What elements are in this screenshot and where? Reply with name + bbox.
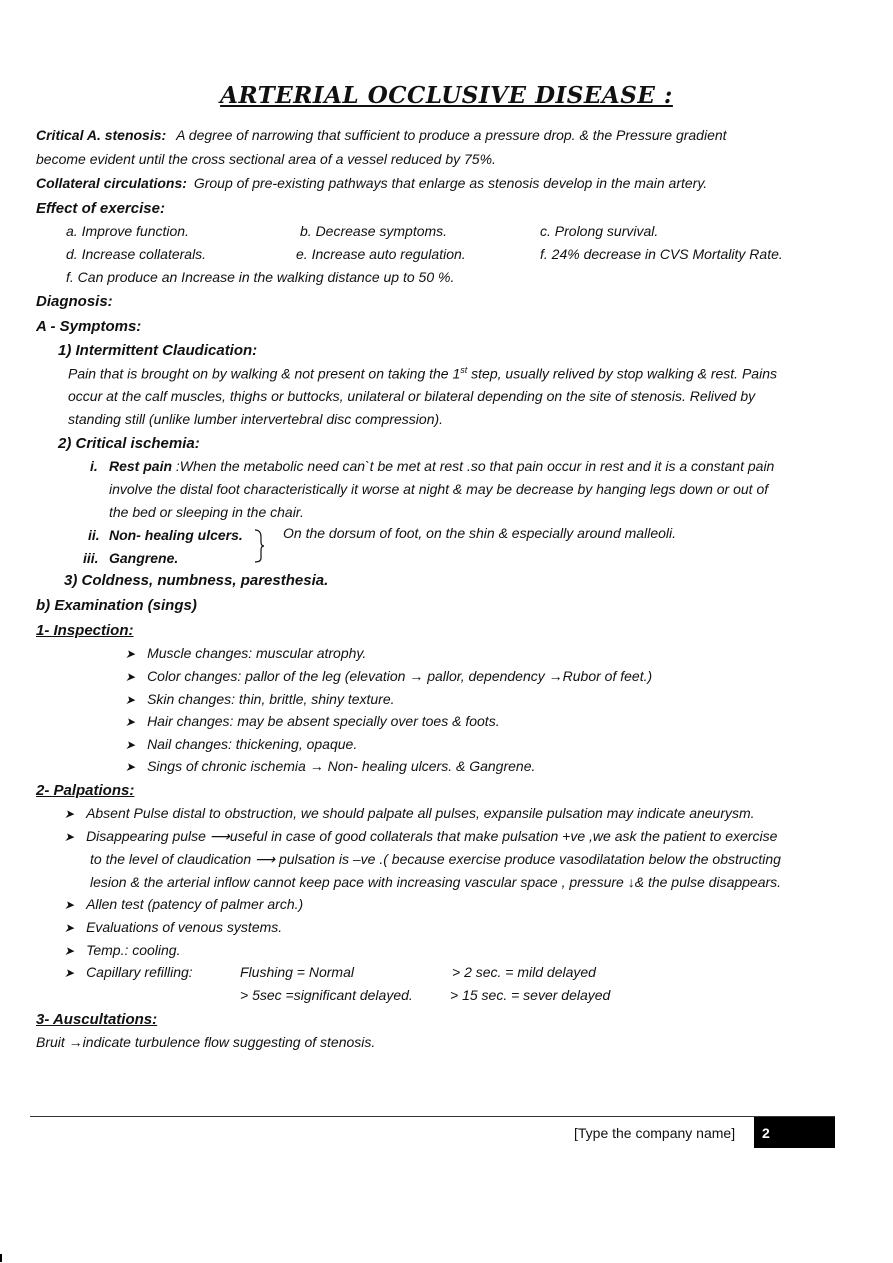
- palpation-item-temp: [64, 942, 181, 958]
- inspection-item-skin: [125, 691, 395, 707]
- palpation-item-disappearing: [64, 828, 777, 845]
- rest-pain-line1: [109, 458, 774, 474]
- arrowhead-bullet-icon: ➤: [64, 898, 75, 912]
- exercise-item-c: c. Prolong survival.: [540, 223, 659, 239]
- collateral-line: [36, 175, 707, 191]
- capillary-severe: > 15 sec. = sever delayed: [450, 987, 611, 1003]
- inspection-item-hair: [125, 713, 500, 729]
- exercise-item-f: f. 24% decrease in CVS Mortality Rate.: [540, 246, 783, 262]
- arrowhead-bullet-icon: ➤: [125, 693, 136, 707]
- palpation-heading: 2- Palpations:: [36, 782, 135, 799]
- capillary-mild: > 2 sec. = mild delayed: [452, 964, 596, 980]
- diagnosis-heading: Diagnosis:: [36, 293, 113, 310]
- inspection-item-text: Muscle changes: muscular atrophy.: [147, 645, 367, 661]
- scan-mark: [0, 1254, 2, 1262]
- ischemia-iii-num: iii.: [83, 550, 99, 566]
- palpation-item-allen: [64, 896, 303, 912]
- claudication-line1-a: Pain that is brought on by walking & not present on taking the 1: [68, 365, 461, 382]
- symptoms-heading: A - Symptoms:: [36, 318, 142, 335]
- arrowhead-bullet-icon: ➤: [125, 670, 136, 684]
- collateral-text: Group of pre-existing pathways that enlarge as stenosis develop in the main artery.: [193, 175, 708, 191]
- exercise-item-d: d. Increase collaterals.: [66, 246, 207, 262]
- critical-stenosis-line2: become evident until the cross sectional area of a vessel reduced by 75%.: [36, 151, 496, 167]
- palpation-item-text: Temp.: cooling.: [86, 942, 181, 958]
- auscultation-heading: 3- Auscultations:: [36, 1011, 158, 1028]
- arrowhead-bullet-icon: ➤: [125, 715, 136, 729]
- page-number-box: [754, 1117, 835, 1148]
- rest-pain-line2: involve the distal foot characteristically it worse at night & may be decrease by hanging legs down or out of: [109, 481, 769, 497]
- footer-divider: [30, 1116, 835, 1117]
- inspection-item-text: Sings of chronic ischemia → Non- healing ulcers. & Gangrene.: [147, 758, 536, 774]
- ulcer-gangrene-site: On the dorsum of foot, on the shin & especially around malleoli.: [283, 525, 676, 541]
- rest-pain-line3: the bed or sleeping in the chair.: [109, 504, 304, 520]
- rest-pain-term: Rest pain: [109, 458, 173, 474]
- ischemia-i-num: i.: [90, 458, 98, 474]
- ischemia-heading: 2) Critical ischemia:: [58, 435, 200, 452]
- exercise-item-e: e. Increase auto regulation.: [296, 246, 466, 262]
- palpation-item-text: Absent Pulse distal to obstruction, we should palpate all pulses, expansile pulsation may indicate aneurysm.: [86, 805, 755, 821]
- arrowhead-bullet-icon: ➤: [64, 921, 75, 935]
- exercise-item-a: a. Improve function.: [66, 223, 189, 239]
- rest-pain-text: :When the metabolic need can`t be met at rest .so that pain occur in rest and it is a constant pain: [172, 458, 775, 474]
- claudication-line3: standing still (unlike lumber intervertebral disc compression).: [68, 411, 444, 427]
- ischemia-ii-num: ii.: [88, 527, 100, 543]
- collateral-term: Collateral circulations:: [36, 175, 187, 191]
- capillary-label: Capillary refilling:: [86, 964, 193, 980]
- palpation-item-text: Evaluations of venous systems.: [86, 919, 283, 935]
- critical-stenosis-text: A degree of narrowing that sufficient to produce a pressure drop. & the Pressure gradient: [176, 127, 727, 143]
- arrowhead-bullet-icon: ➤: [64, 966, 75, 980]
- arrowhead-bullet-icon: ➤: [125, 738, 136, 752]
- palpation-item-venous: [64, 919, 282, 935]
- claudication-line1-b: step, usually relived by stop walking & rest. Pains: [467, 365, 777, 382]
- inspection-item-text: Hair changes: may be absent specially over toes & foots.: [147, 713, 500, 729]
- claudication-line2: occur at the calf muscles, thighs or buttocks, unilateral or bilateral depending on the site of stenosis. Relived by: [68, 388, 756, 404]
- palpation-disappearing-line2: to the level of claudication ⟶ pulsation is –ve .( because exercise produce vasodilatation below the obstructing: [90, 851, 781, 867]
- inspection-item-muscle: [125, 645, 366, 661]
- critical-stenosis-term: Critical A. stenosis:: [36, 127, 167, 143]
- arrowhead-bullet-icon: ➤: [64, 830, 75, 844]
- palpation-disappearing-line3: lesion & the arterial inflow cannot keep pace with increasing vascular space , pressure ↓& the pulse disappears.: [90, 874, 782, 890]
- inspection-item-text: Skin changes: thin, brittle, shiny texture.: [147, 691, 395, 707]
- claudication-line1: [68, 365, 777, 382]
- exercise-item-b: b. Decrease symptoms.: [300, 223, 448, 239]
- palpation-item-capillary: [64, 964, 193, 980]
- critical-stenosis-line1: [36, 127, 727, 143]
- arrowhead-bullet-icon: ➤: [64, 944, 75, 958]
- claudication-sup: st: [460, 365, 468, 375]
- gangrene-term: Gangrene.: [109, 550, 179, 566]
- footer-company: [Type the company name]: [574, 1125, 736, 1141]
- inspection-item-nail: [125, 736, 357, 752]
- examination-heading: b) Examination (sings): [36, 597, 197, 614]
- non-healing-ulcers-term: Non- healing ulcers.: [109, 527, 243, 543]
- inspection-item-text: Color changes: pallor of the leg (elevation → pallor, dependency →Rubor of feet.): [147, 668, 653, 684]
- palpation-item-pulse: [64, 805, 755, 821]
- coldness-item: 3) Coldness, numbness, paresthesia.: [64, 572, 329, 589]
- inspection-item-text: Nail changes: thickening, opaque.: [147, 736, 358, 752]
- exercise-extra: f. Can produce an Increase in the walking distance up to 50 %.: [66, 269, 455, 285]
- arrowhead-bullet-icon: ➤: [125, 647, 136, 661]
- page-title: ARTERIAL OCCLUSIVE DISEASE :: [220, 82, 673, 109]
- arrowhead-bullet-icon: ➤: [64, 807, 75, 821]
- curly-brace-icon: [254, 528, 264, 564]
- arrowhead-bullet-icon: ➤: [125, 760, 136, 774]
- exercise-heading: Effect of exercise:: [36, 200, 165, 217]
- palpation-item-text: Disappearing pulse ⟶useful in case of good collaterals that make pulsation +ve ,we ask the patient to exercise: [86, 828, 778, 844]
- claudication-heading: 1) Intermittent Claudication:: [58, 342, 258, 359]
- capillary-significant: > 5sec =significant delayed.: [240, 987, 413, 1003]
- auscultation-text: Bruit →indicate turbulence flow suggesting of stenosis.: [36, 1034, 376, 1050]
- page-number: 2: [762, 1125, 770, 1141]
- palpation-item-text: Allen test (patency of palmer arch.): [86, 896, 304, 912]
- inspection-item-chronic: [125, 758, 535, 774]
- inspection-item-color: [125, 668, 652, 684]
- capillary-normal: Flushing = Normal: [240, 964, 354, 980]
- inspection-heading: 1- Inspection:: [36, 622, 134, 639]
